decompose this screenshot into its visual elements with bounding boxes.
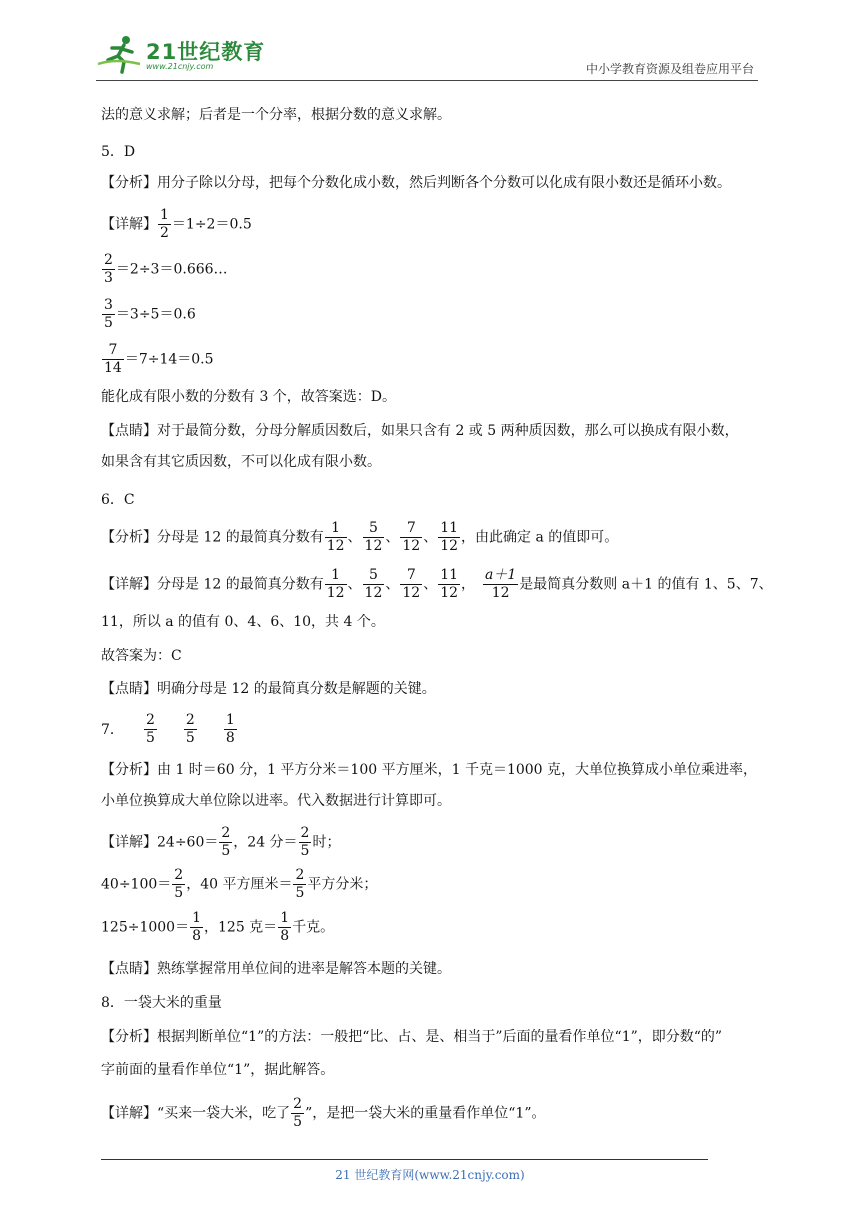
q5-point-line-2: 如果含有其它质因数，不可以化成有限小数。 — [101, 454, 381, 470]
fraction: $\frac{3}{5}$ — [104, 297, 113, 331]
q7-detail-line-3: 125÷1000＝ $\frac{1}{8}$ ，125 克＝ $\frac{1}{8}$ 千克。 — [101, 910, 335, 944]
q6-detail: 【详解】分母是 12 的最简真分数有 $\frac{1}{12}$ 、 $\frac{5}{12}$ 、 $\frac{7}{12}$ 、 $\frac{11}{12}$ ， $\frac{a+1}{12}$ 是最简真分数则 a＋1 的值有 1、5、7、 — [101, 567, 773, 601]
fraction: $\frac{2}{5}$ — [295, 867, 305, 901]
fraction: $\frac{2}{5}$ — [146, 712, 155, 746]
fraction: $\frac{1}{12}$ — [326, 520, 345, 554]
fraction: $\frac{1}{2}$ — [160, 207, 169, 241]
q6-analysis: 【分析】分母是 12 的最简真分数有 $\frac{1}{12}$ 、 $\frac{5}{12}$ 、 $\frac{7}{12}$ 、 $\frac{11}{12}$ ，由此确定 a 的值即可。 — [101, 520, 619, 554]
fraction: $\frac{5}{12}$ — [364, 520, 383, 554]
question-8-answer: 8．一袋大米的重量 — [101, 995, 222, 1011]
runner-logo-icon — [96, 34, 144, 74]
fraction: $\frac{7}{12}$ — [402, 520, 421, 554]
text-line: 法的意义求解；后者是一个分率，根据分数的意义求解。 — [101, 107, 451, 123]
q7-detail-line-2: 40÷100＝ $\frac{2}{5}$ ，40 平方厘米＝ $\frac{2}{5}$ 平方分米； — [101, 867, 378, 901]
fraction: $\frac{1}{12}$ — [326, 567, 345, 601]
q7-point: 【点睛】熟练掌握常用单位间的进率是解答本题的关键。 — [101, 961, 451, 977]
logo-url: www.21cnjy.com — [146, 62, 214, 71]
fraction: $\frac{2}{5}$ — [293, 1096, 303, 1130]
logo-text: 21世纪教育 — [146, 40, 266, 64]
footer-divider — [101, 1159, 708, 1160]
q6-detail-cont: 11，所以 a 的值有 0、4、6、10，共 4 个。 — [101, 614, 385, 630]
q5-detail-line-3 — [101, 297, 196, 332]
page-header — [96, 30, 758, 81]
q7-analysis-line-1: 【分析】由 1 时＝60 分，1 平方分米＝100 平方厘米，1 千克＝1000 克，大单位换算成小单位乘进率， — [101, 762, 758, 778]
q6-answer-text: 故答案为：C — [101, 648, 182, 664]
fraction: $\frac{7}{14}$ — [104, 342, 122, 376]
site-logo — [96, 30, 266, 78]
fraction: $\frac{1}{8}$ — [280, 910, 290, 944]
fraction: $\frac{a+1}{12}$ — [485, 567, 517, 601]
fraction: $\frac{1}{8}$ — [225, 712, 235, 746]
equation-text: ＝3÷5＝0.6 — [115, 306, 196, 323]
fraction: $\frac{2}{5}$ — [300, 825, 310, 859]
fraction: $\frac{11}{12}$ — [440, 567, 459, 601]
fraction: $\frac{2}{3}$ — [104, 252, 113, 286]
question-5-answer: 5．D — [101, 144, 136, 160]
fraction: $\frac{5}{12}$ — [364, 567, 383, 601]
question-7-answer: 7． $\frac{2}{5}$ $\frac{2}{5}$ $\frac{1}{8}$ — [101, 712, 235, 746]
q5-point-line-1: 【点睛】对于最简分数，分母分解质因数后，如果只含有 2 或 5 两种质因数，那么可以换成有限小数， — [101, 423, 739, 439]
question-6-answer: 6．C — [101, 492, 135, 508]
q7-detail-line-1: 【详解】24÷60＝ $\frac{2}{5}$ ，24 分＝ $\frac{2}{5}$ 时； — [101, 825, 341, 859]
q7-analysis-line-2: 小单位换算成大单位除以进率。代入数据进行计算即可。 — [101, 793, 451, 809]
q8-analysis-line-2: 字前面的量看作单位“1”，据此解答。 — [101, 1062, 335, 1078]
platform-name: 中小学教育资源及组卷应用平台 — [585, 62, 754, 76]
fraction: $\frac{2}{5}$ — [174, 867, 184, 901]
q5-analysis: 【分析】用分子除以分母，把每个分数化成小数，然后判断各个分数可以化成有限小数还是循环小数。 — [101, 175, 731, 191]
fraction: $\frac{7}{12}$ — [402, 567, 421, 601]
q5-detail-line-2 — [101, 252, 228, 287]
fraction: $\frac{2}{5}$ — [221, 825, 231, 859]
q5-detail-line-4 — [101, 342, 214, 377]
q8-detail: 【详解】“买来一袋大米，吃了 $\frac{2}{5}$ ”，是把一袋大米的重量看作单位“1”。 — [101, 1096, 546, 1130]
equation-text: ＝2÷3＝0.666… — [115, 261, 228, 278]
detail-label: 【详解】 — [101, 216, 157, 233]
q6-point: 【点睛】明确分母是 12 的最简真分数是解题的关键。 — [101, 681, 436, 697]
equation-text: ＝7÷14＝0.5 — [124, 351, 214, 368]
fraction: $\frac{11}{12}$ — [440, 520, 459, 554]
q5-detail-line-1 — [101, 207, 252, 242]
q5-conclusion: 能化成有限小数的分数有 3 个，故答案选：D。 — [101, 389, 397, 405]
page-footer: 21 世纪教育网(www.21cnjy.com) — [335, 1168, 525, 1182]
equation-text: ＝1÷2＝0.5 — [171, 216, 252, 233]
q8-analysis-line-1: 【分析】根据判断单位“1”的方法：一般把“比、占、是、相当于”后面的量看作单位“1”，即分数“的” — [101, 1029, 723, 1045]
fraction: $\frac{1}{8}$ — [192, 910, 202, 944]
fraction: $\frac{2}{5}$ — [185, 712, 195, 746]
